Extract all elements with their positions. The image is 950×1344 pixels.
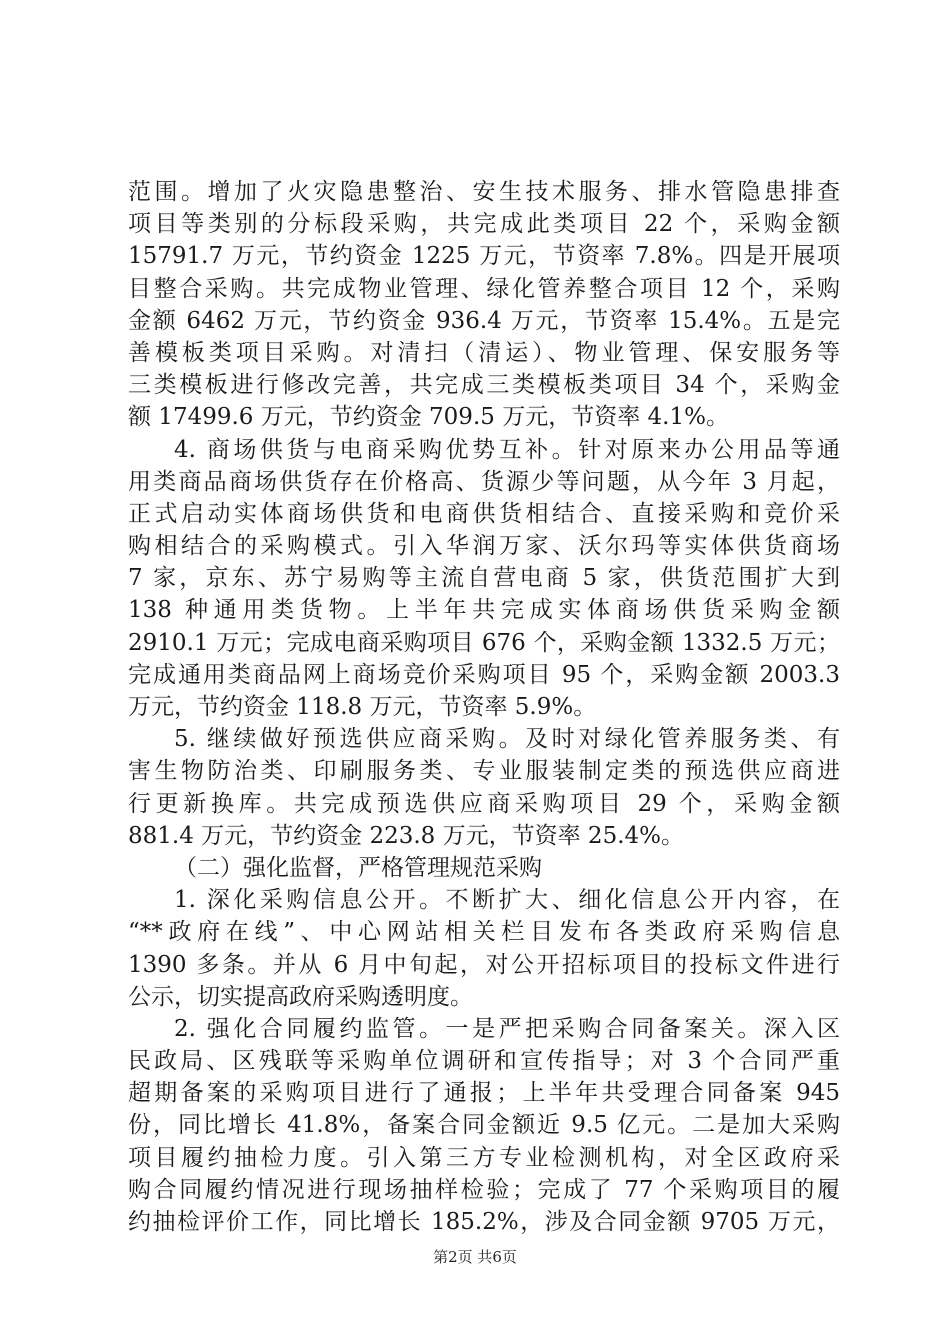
text-line: 约抽检评价工作，同比增长 185.2%，涉及合同金额 9705 万元， (128, 1209, 840, 1235)
text-line: 三类模板进行修改完善，共完成三类模板类项目 34 个，采购金 (128, 372, 840, 399)
text-line: 用类商品商场供货存在价格高、货源少等问题，从今年 3 月起， (128, 468, 840, 495)
text-line: 2. 强化合同履约监管。一是严把采购合同备案关。深入区 (174, 1015, 840, 1042)
text-line: 正式启动实体商场供货和电商供货相结合、直接采购和竞价采 (128, 500, 840, 527)
text-line: 善模板类项目采购。对清扫（清运）、物业管理、保安服务等 (128, 339, 840, 366)
text-line: 购相结合的采购模式。引入华润万家、沃尔玛等实体供货商场 (128, 533, 840, 560)
text-line: 15791.7 万元，节约资金 1225 万元，节资率 7.8%。四是开展项 (128, 243, 840, 270)
text-line: 1390 多条。并从 6 月中旬起，对公开招标项目的投标文件进行 (128, 951, 840, 978)
text-line: “**政府在线”、中心网站相关栏目发布各类政府采购信息 (128, 919, 840, 946)
text-line: 范围。增加了火灾隐患整治、安生技术服务、排水管隐患排查 (128, 179, 840, 205)
text-line: 金额 6462 万元，节约资金 936.4 万元，节资率 15.4%。五是完 (128, 307, 840, 334)
text-line: 目整合采购。共完成物业管理、绿化管养整合项目 12 个，采购 (128, 275, 840, 302)
text-line: 份，同比增长 41.8%，备案合同金额近 9.5 亿元。二是加大采购 (128, 1112, 840, 1139)
text-line: 项目履约抽检力度。引入第三方专业检测机构，对全区政府采 (128, 1144, 840, 1171)
text-line: 7 家，京东、苏宁易购等主流自营电商 5 家，供货范围扩大到 (128, 565, 840, 592)
text-line: 138 种通用类货物。上半年共完成实体商场供货采购金额 (128, 597, 840, 624)
text-line: （二）强化监督，严格管理规范采购 (174, 854, 542, 881)
text-line: 超期备案的采购项目进行了通报；上半年共受理合同备案 945 (128, 1080, 840, 1107)
text-line: 害生物防治类、印刷服务类、专业服装制定类的预选供应商进 (128, 758, 840, 785)
text-line: 5. 继续做好预选供应商采购。及时对绿化管养服务类、有 (174, 726, 840, 753)
text-line: 公示，切实提高政府采购透明度。 (128, 983, 473, 1010)
text-line: 4. 商场供货与电商采购优势互补。针对原来办公用品等通 (174, 436, 840, 463)
page-footer: 第2页 共6页 (433, 1248, 517, 1266)
text-line: 民政局、区残联等采购单位调研和宣传指导；对 3 个合同严重 (128, 1048, 840, 1075)
document-body (128, 176, 840, 1238)
text-line: 万元，节约资金 118.8 万元，节资率 5.9%。 (128, 694, 597, 720)
text-line: 行更新换库。共完成预选供应商采购项目 29 个，采购金额 (128, 790, 840, 817)
text-line: 完成通用类商品网上商场竞价采购项目 95 个，采购金额 2003.3 (128, 661, 840, 688)
text-line: 2910.1 万元；完成电商采购项目 676 个，采购金额 1332.5 万元； (128, 629, 840, 656)
text-line: 项目等类别的分标段采购，共完成此类项目 22 个，采购金额 (128, 211, 840, 238)
text-line: 1. 深化采购信息公开。不断扩大、细化信息公开内容，在 (174, 887, 840, 914)
text-line: 881.4 万元，节约资金 223.8 万元，节资率 25.4%。 (128, 822, 684, 849)
text-line: 购合同履约情况进行现场抽样检验；完成了 77 个采购项目的履 (128, 1176, 840, 1203)
text-line: 额 17499.6 万元，节约资金 709.5 万元，节资率 4.1%。 (128, 404, 729, 431)
